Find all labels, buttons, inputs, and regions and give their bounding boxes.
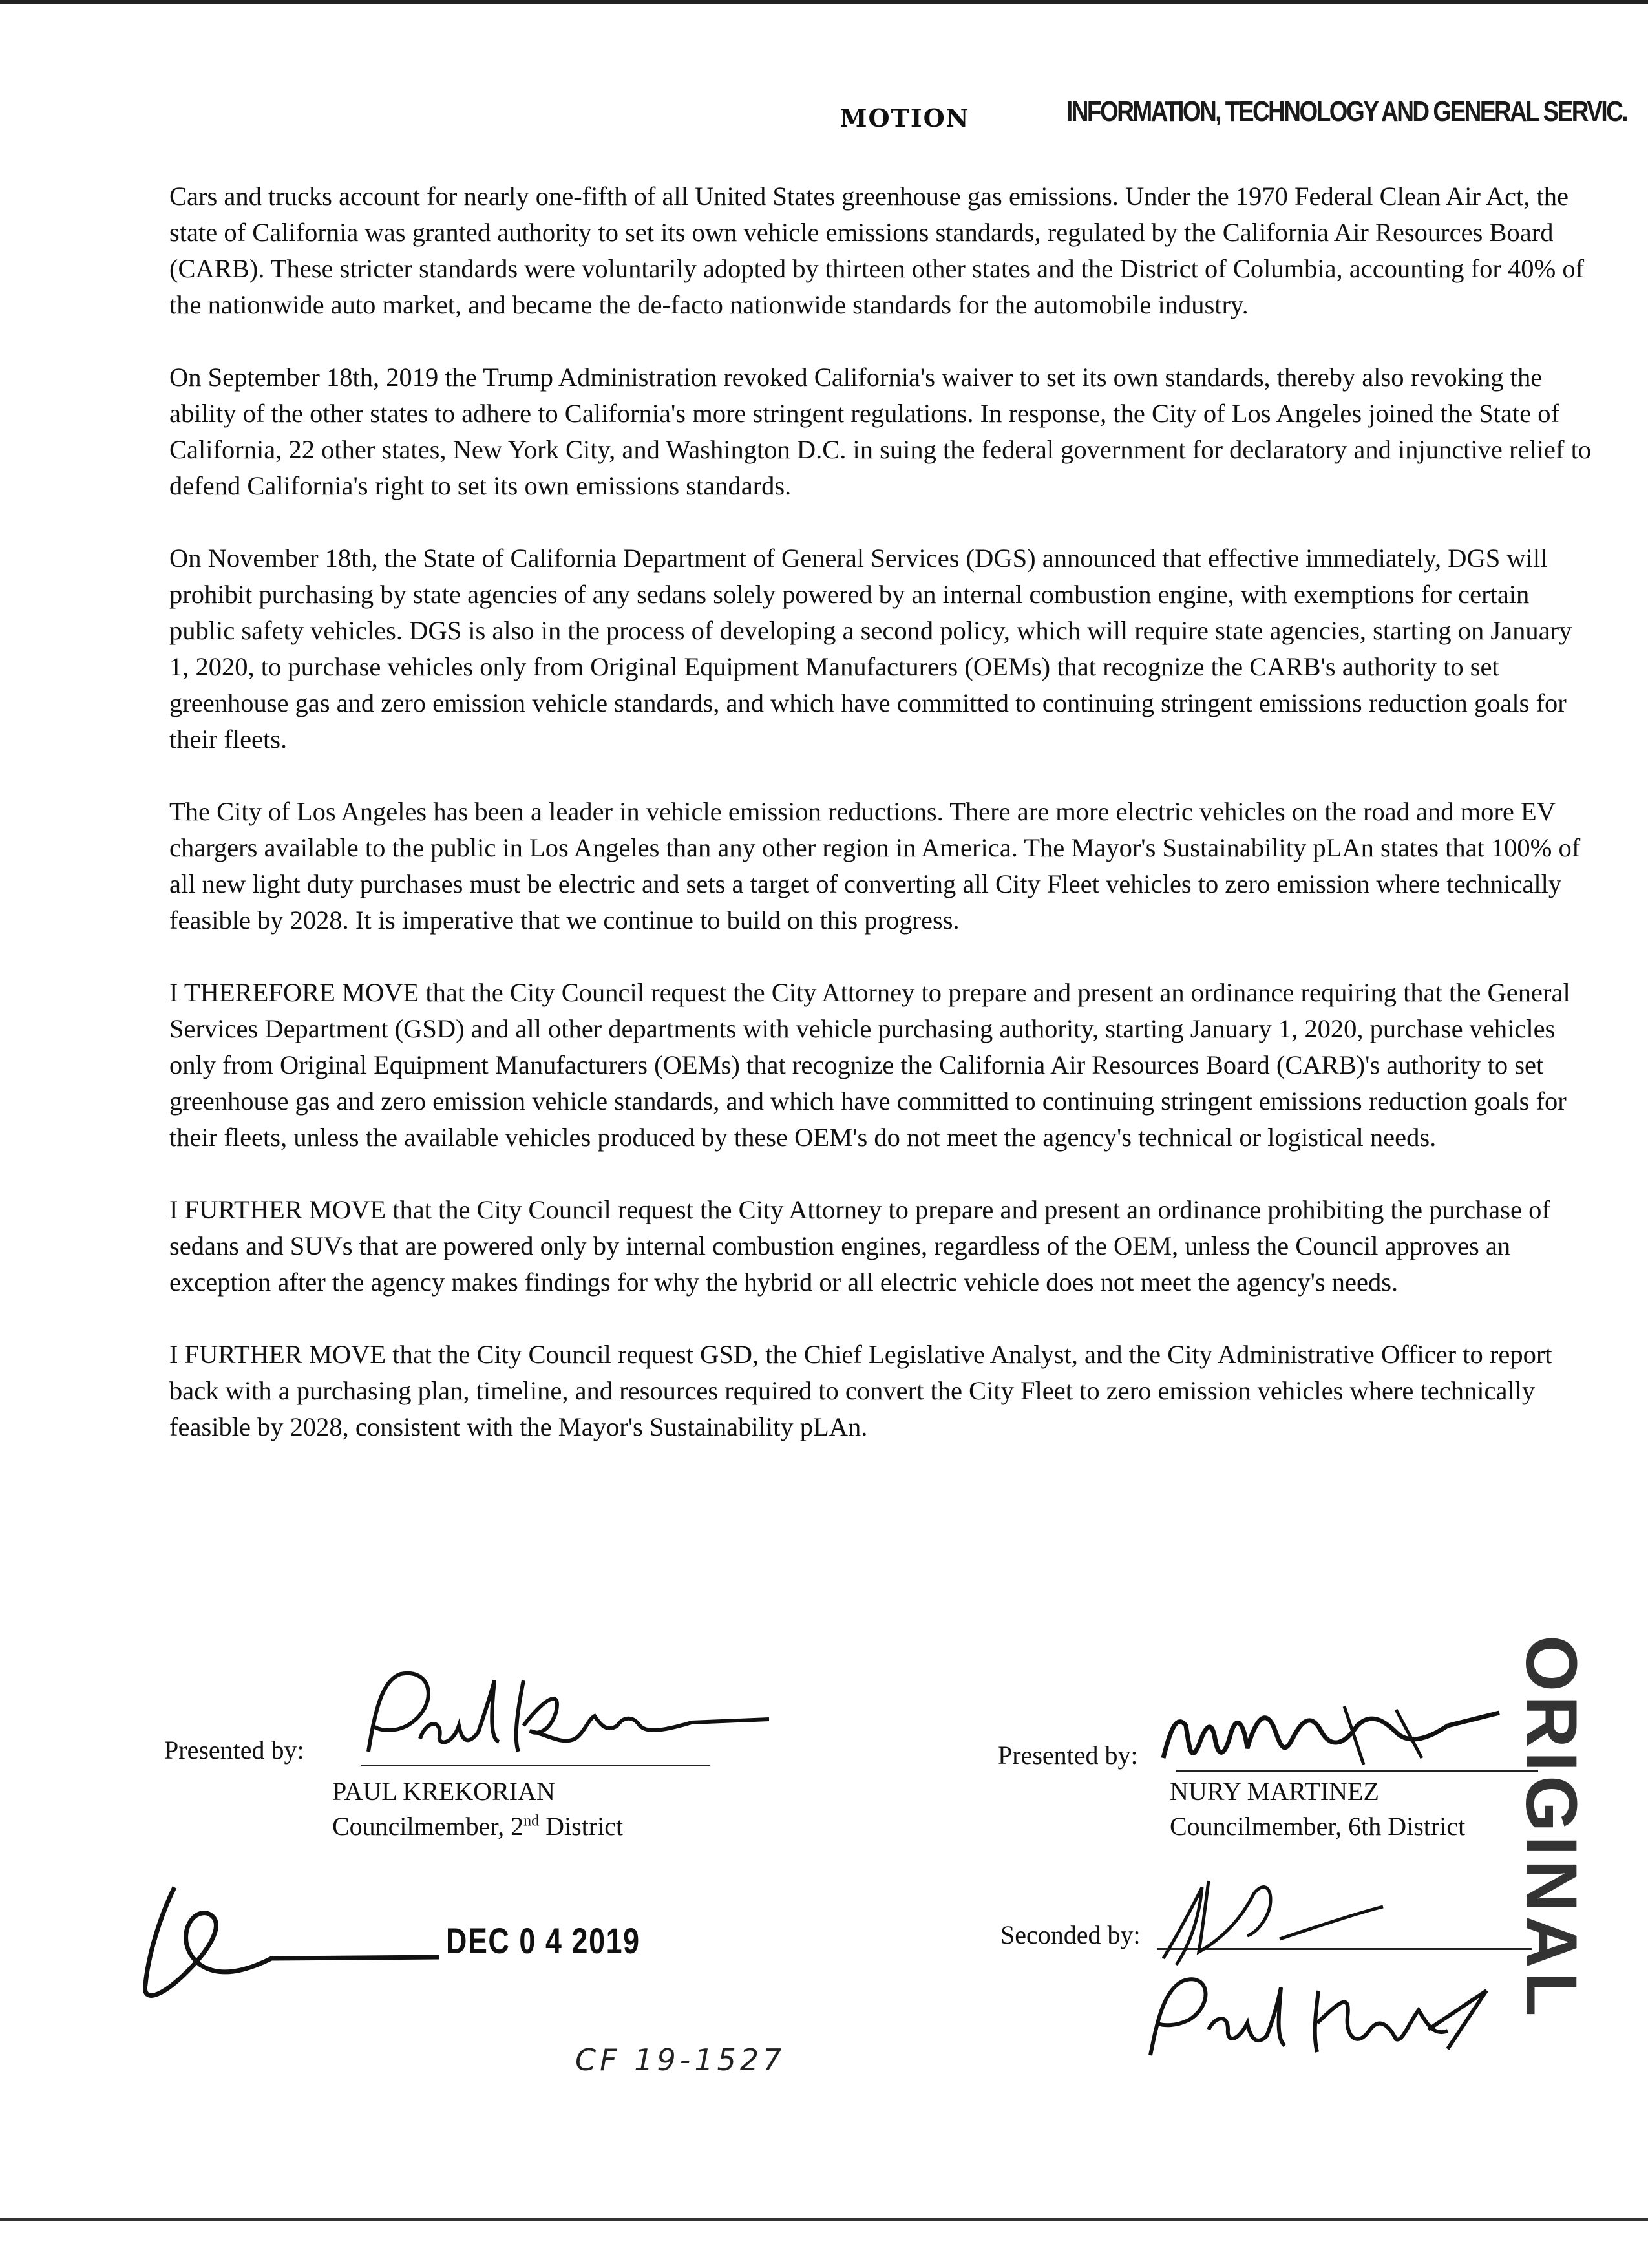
document-title: MOTION	[840, 103, 970, 132]
signer-name-martinez: NURY MARTINEZ	[1170, 1777, 1379, 1806]
presented-by-label-left: Presented by:	[164, 1735, 304, 1765]
seconded-by-label: Seconded by:	[1000, 1920, 1141, 1949]
motion-body	[169, 178, 1598, 1481]
date-received-stamp: DEC 0 4 2019	[446, 1920, 640, 1961]
committee-stamp: INFORMATION, TECHNOLOGY AND GENERAL SERVIC.	[1066, 96, 1627, 127]
paragraph-waiver-revocation: On September 18th, 2019 the Trump Administration revoked California's waiver to set its own standards, thereby also revoking the ability of the other states to adhere to California's more stringent regulations. In response, the City of Los Angeles joined the State of California, 22 other states, New York City, and Washington D.C. in suing the federal government for declaratory and injunctive relief to defend California's right to set its own emissions standards.	[169, 363, 1592, 500]
paragraph-therefore-move: I THEREFORE MOVE that the City Council request the City Attorney to prepare and present an ordinance requiring that the General Services Department (GSD) and all other departments with vehicle purchasing authority, starting January 1, 2020, purchase vehicles only from Original Equipment Manufacturers (OEMs) that recognize the California Air Resources Board (CARB)'s authority to set greenhouse gas and zero emission vehicle standards, and which have committed to continuing stringent emissions reduction goals for their fleets, unless the available vehicles produced by these OEM's do not meet the agency's technical or logistical needs.	[169, 978, 1570, 1152]
top-edge-rule	[0, 0, 1648, 4]
paragraph-emissions-background: Cars and trucks account for nearly one-fifth of all United States greenhouse gas emissions. Under the 1970 Federal Clean Air Act, the state of California was granted authority to set its own vehicle emissions standards, regulated by the California Air Resources Board (CARB). These stricter standards were voluntarily adopted by thirteen other states and the District of Columbia, accounting for 40% of the nationwide auto market, and became the de-facto nationwide standards for the automobile industry.	[169, 182, 1585, 319]
paragraph-city-leadership: The City of Los Angeles has been a leader in vehicle emission reductions. There are more electric vehicles on the road and more EV chargers available to the public in Los Angeles than any other region in America. The Mayor's Sustainability pLAn states that 100% of all new light duty purchases must be electric and sets a target of converting all City Fleet vehicles to zero emission where technically feasible by 2028. It is imperative that we continue to build on this progress.	[169, 797, 1581, 935]
bottom-edge-rule	[0, 2218, 1648, 2221]
signer-name-krekorian: PAUL KREKORIAN	[332, 1777, 555, 1806]
original-stamp: ORIGINAL	[1511, 1635, 1592, 2020]
signer-title-krekorian: Councilmember, 2nd District	[332, 1812, 624, 1841]
paragraph-further-move-ordinance: I FURTHER MOVE that the City Council request the City Attorney to prepare and present an ordinance prohibiting the purchase of sedans and SUVs that are powered only by internal combustion engines, regardless of the OEM, unless the Council approves an exception after the agency makes findings for why the hybrid or all electric vehicle does not meet the agency's needs.	[169, 1195, 1550, 1297]
signer-title-martinez: Councilmember, 6th District	[1170, 1812, 1466, 1841]
paragraph-dgs-policy: On November 18th, the State of California Department of General Services (DGS) announced that effective immediately, DGS will prohibit purchasing by state agencies of any sedans solely powered by an internal combustion engine, with exemptions for certain public safety vehicles. DGS is also in the process of developing a second policy, which will require state agencies, starting on January 1, 2020, to purchase vehicles only from Original Equipment Manufacturers (OEMs) that recognize the CARB's authority to set greenhouse gas and zero emission vehicle standards, and which have committed to continuing stringent emissions reduction goals for their fleets.	[169, 544, 1572, 754]
paragraph-further-move-report: I FURTHER MOVE that the City Council request GSD, the Chief Legislative Analyst, and the City Administrative Officer to report back with a purchasing plan, timeline, and resources required to convert the City Fleet to zero emission vehicles where technically feasible by 2028, consistent with the Mayor's Sustainability pLAn.	[169, 1340, 1552, 1441]
presented-by-label-right: Presented by:	[998, 1741, 1138, 1770]
council-file-note: CF 19-1527	[575, 2042, 786, 2077]
